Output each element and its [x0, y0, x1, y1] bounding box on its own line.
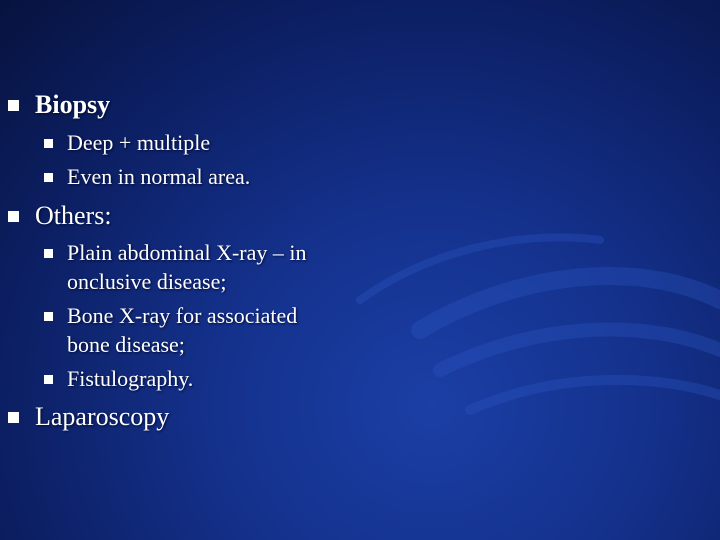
bullet-label-laparoscopy: Laparoscopy [35, 402, 170, 431]
subbullet-text [67, 301, 297, 359]
square-bullet-icon [44, 249, 53, 258]
bullet-label-others: Others: [35, 201, 112, 230]
bullet-others [8, 201, 112, 231]
subbullet-fistulography [44, 364, 193, 393]
subbullet-label: Even in normal area. [67, 164, 251, 189]
subbullet-even-normal-area [44, 162, 250, 191]
subbullet-line: Plain abdominal X-ray – in [67, 240, 307, 265]
subbullet-text [67, 238, 307, 296]
square-bullet-icon [8, 100, 19, 111]
square-bullet-icon [44, 375, 53, 384]
subbullet-label: Fistulography. [67, 366, 194, 391]
subbullet-label: Deep + multiple [67, 130, 211, 155]
subbullet-plain-abdominal-xray [44, 238, 307, 296]
subbullet-bone-xray [44, 301, 297, 359]
square-bullet-icon [44, 173, 53, 182]
subbullet-line: bone disease; [67, 332, 185, 357]
subbullet-line: Bone X-ray for associated [67, 303, 298, 328]
subbullet-deep-multiple [44, 128, 210, 157]
square-bullet-icon [44, 139, 53, 148]
square-bullet-icon [8, 412, 19, 423]
square-bullet-icon [44, 312, 53, 321]
bullet-biopsy [8, 90, 110, 120]
bullet-label-biopsy: Biopsy [35, 90, 111, 119]
subbullet-line: onclusive disease; [67, 269, 227, 294]
square-bullet-icon [8, 211, 19, 222]
bullet-laparoscopy [8, 402, 169, 432]
